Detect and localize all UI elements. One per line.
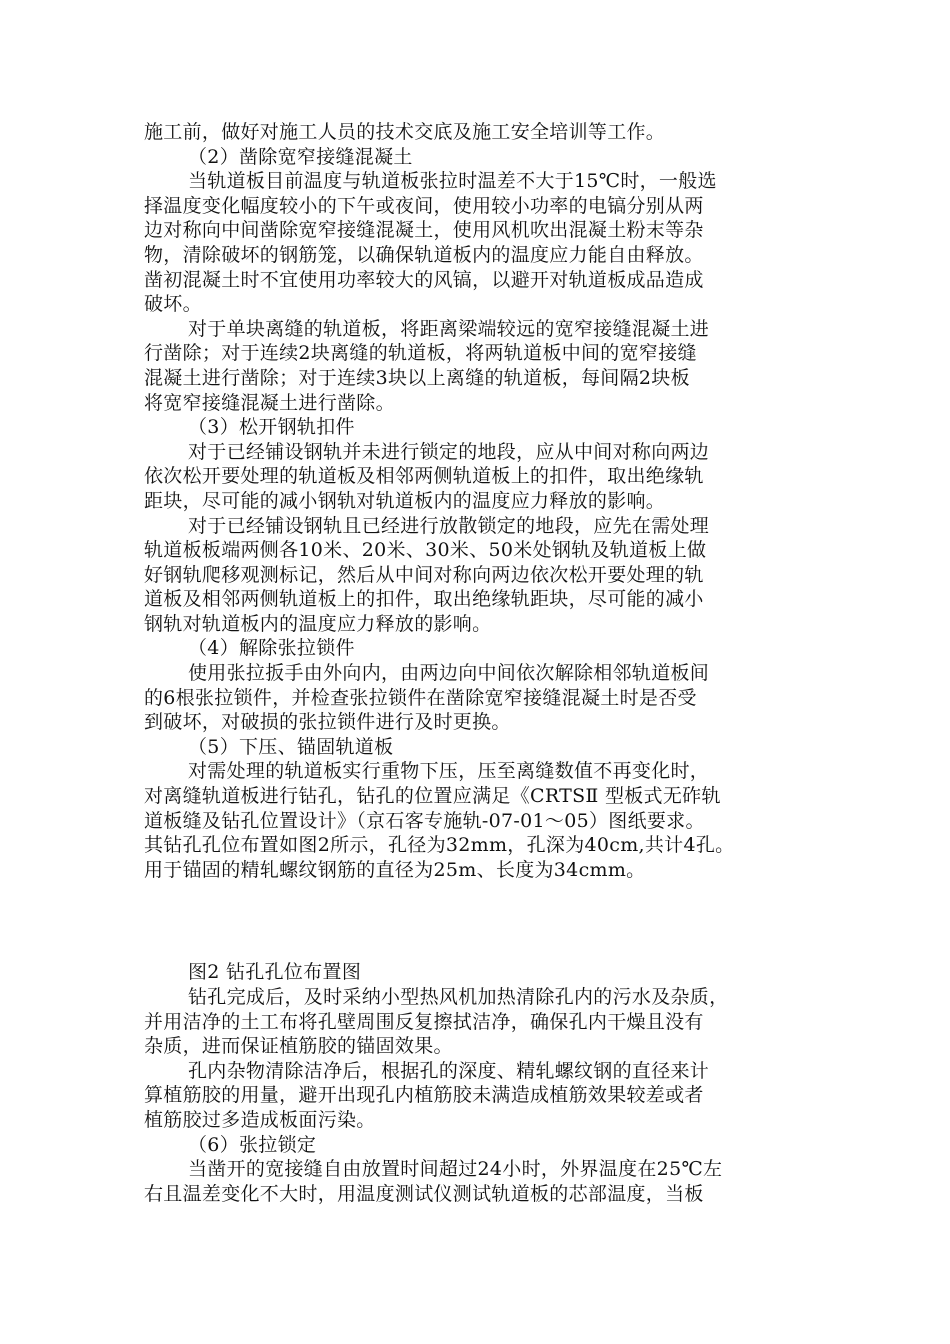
text-line: 距块，尽可能的减小钢轨对轨道板内的温度应力释放的影响。 [144,489,666,512]
text-line: 破坏。 [144,293,202,316]
text-line: 使用张拉扳手由外向内，由两边向中间依次解除相邻轨道板间 [188,662,710,685]
text-line: 择温度变化幅度较小的下午或夜间，使用较小功率的电镐分别从两 [144,194,704,217]
text-line: 施工前，做好对施工人员的技术交底及施工安全培训等工作。 [144,121,666,143]
section-heading: （3）松开钢轨扣件 [188,416,355,439]
text-line: 轨道板板端两侧各10米、20米、30米、50米处钢轨及轨道板上做 [144,539,707,562]
text-line: 对需处理的轨道板实行重物下压，压至离缝数值不再变化时， [188,760,710,783]
text-line: 杂质，进而保证植筋胶的锚固效果。 [144,1035,453,1058]
text-line: 边对称向中间凿除宽窄接缝混凝土，使用风机吹出混凝土粉末等杂 [144,219,704,242]
section-heading: （6）张拉锁定 [188,1133,317,1156]
text-line: 混凝土进行凿除；对于连续3块以上离缝的轨道板，每间隔2块板 [144,366,690,389]
text-line: 凿初混凝土时不宜使用功率较大的风镐，以避开对轨道板成品造成 [144,268,704,291]
section-heading: （4）解除张拉锁件 [188,637,355,660]
text-line: 道板缝及钻孔位置设计》（京石客专施轨-07-01～05）图纸要求。 [144,809,705,832]
text-line: 将宽窄接缝混凝土进行凿除。 [144,391,395,414]
text-line: 植筋胶过多造成板面污染。 [144,1108,376,1131]
text-line: 对离缝轨道板进行钻孔，钻孔的位置应满足《CRTSⅡ 型板式无砟轨 [144,785,721,808]
text-line: 道板及相邻两侧轨道板上的扣件，取出绝缘轨距块，尽可能的减小 [144,588,704,611]
text-line: 钢轨对轨道板内的温度应力释放的影响。 [144,612,492,635]
text-line: 的6根张拉锁件，并检查张拉锁件在凿除宽窄接缝混凝土时是否受 [144,686,697,709]
text-line: 依次松开要处理的轨道板及相邻两侧轨道板上的扣件，取出绝缘轨 [144,465,704,488]
section-heading: （5）下压、锚固轨道板 [188,735,394,758]
text-line: 到破坏，对破损的张拉锁件进行及时更换。 [144,711,511,734]
figure-placeholder [144,882,804,960]
text-line: 对于已经铺设钢轨并未进行锁定的地段，应从中间对称向两边 [188,440,710,463]
text-line: 好钢轨爬移观测标记，然后从中间对称向两边依次松开要处理的轨 [144,563,704,586]
text-line: 钻孔完成后，及时采纳小型热风机加热清除孔内的污水及杂质， [188,986,729,1008]
text-line: 对于已经铺设钢轨且已经进行放散锁定的地段，应先在需处理 [188,514,710,537]
section-heading: （2）凿除宽窄接缝混凝土 [188,145,413,168]
figure-caption: 图2 钻孔孔位布置图 [188,961,362,984]
text-line: 算植筋胶的用量，避开出现孔内植筋胶未满造成植筋效果较差或者 [144,1084,704,1107]
document-body [144,120,804,1206]
text-line: 当轨道板目前温度与轨道板张拉时温差不大于15℃时，一般选 [188,170,717,193]
text-line: 对于单块离缝的轨道板，将距离梁端较远的宽窄接缝混凝土进 [188,317,710,340]
text-line: 用于锚固的精轧螺纹钢筋的直径为25m、长度为34cmm。 [144,858,646,881]
text-line: 行凿除；对于连续2块离缝的轨道板，将两轨道板中间的宽窄接缝 [144,342,697,365]
text-line: 孔内杂物清除洁净后，根据孔的深度、精轧螺纹钢的直径来计 [188,1059,710,1082]
text-line: 并用洁净的土工布将孔壁周围反复擦拭洁净，确保孔内干燥且没有 [144,1010,704,1033]
text-line: 其钻孔孔位布置如图2所示，孔径为32mm，孔深为40cm,共计4孔。 [144,834,735,857]
text-line: 物，清除破坏的钢筋笼，以确保轨道板内的温度应力能自由释放。 [144,243,704,266]
text-line: 右且温差变化不大时，用温度测试仪测试轨道板的芯部温度，当板 [144,1182,704,1205]
text-line: 当凿开的宽接缝自由放置时间超过24小时，外界温度在25℃左 [188,1158,723,1181]
